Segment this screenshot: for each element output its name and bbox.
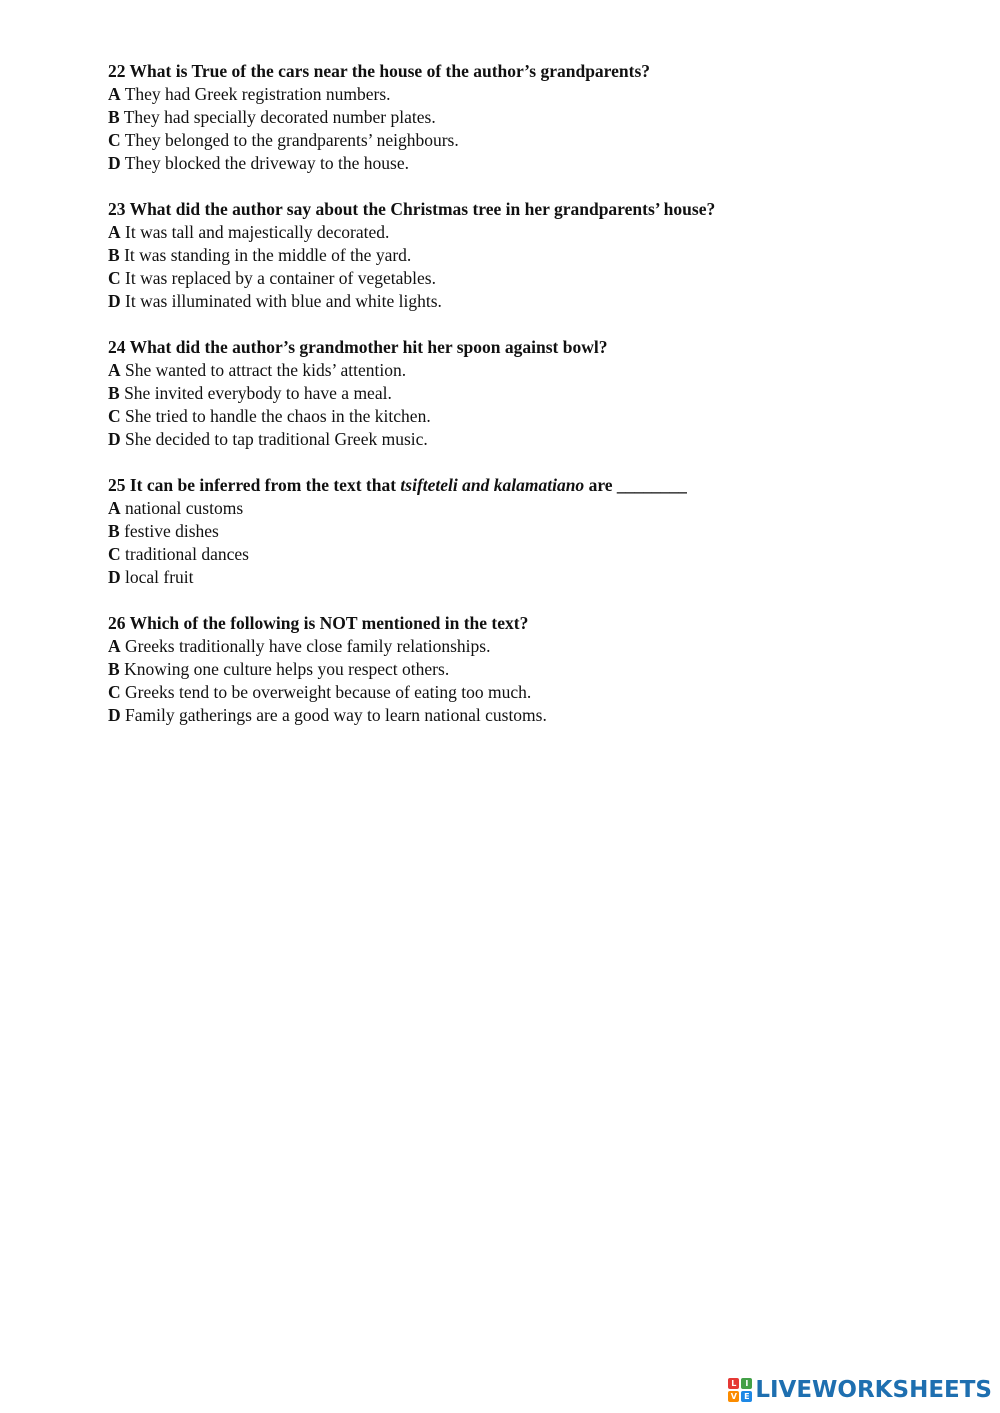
option-b[interactable] [108, 658, 948, 681]
option-text: Greeks tend to be overweight because of eating too much. [120, 682, 532, 702]
option-letter: D [108, 567, 121, 587]
option-letter: B [108, 383, 120, 403]
option-b[interactable] [108, 106, 948, 129]
option-text: It was standing in the middle of the yard. [119, 245, 412, 265]
option-d[interactable] [108, 290, 948, 313]
question-prompt: Which of the following is NOT mentioned in the text? [129, 613, 529, 633]
option-text: She tried to handle the chaos in the kitchen. [120, 406, 431, 426]
option-c[interactable] [108, 267, 948, 290]
question-26 [108, 612, 948, 727]
option-d[interactable] [108, 428, 948, 451]
option-text: They belonged to the grandparents’ neighbours. [120, 130, 459, 150]
option-text: Knowing one culture helps you respect others. [119, 659, 450, 679]
option-letter: A [108, 636, 121, 656]
option-text: She wanted to attract the kids’ attention. [120, 360, 407, 380]
option-text: national customs [120, 498, 244, 518]
logo-cell: I [741, 1378, 752, 1389]
option-letter: B [108, 521, 120, 541]
option-a[interactable] [108, 83, 948, 106]
option-letter: D [108, 153, 121, 173]
question-prompt: What is True of the cars near the house of the author’s grandparents? [125, 61, 651, 81]
question-25 [108, 474, 948, 589]
option-c[interactable] [108, 543, 948, 566]
option-text: Family gatherings are a good way to learn national customs. [120, 705, 547, 725]
option-text: They blocked the driveway to the house. [120, 153, 409, 173]
question-text [108, 60, 948, 83]
option-letter: C [108, 544, 121, 564]
logo-cell: E [741, 1391, 752, 1402]
logo-cell: V [728, 1391, 739, 1402]
question-prompt: It can be inferred from the text that [129, 475, 401, 495]
liveworksheets-logo-icon [728, 1378, 752, 1402]
option-c[interactable] [108, 405, 948, 428]
option-a[interactable] [108, 359, 948, 382]
option-c[interactable] [108, 681, 948, 704]
option-text: It was tall and majestically decorated. [120, 222, 390, 242]
option-letter: D [108, 291, 121, 311]
question-prompt: What did the author say about the Christmas tree in her grandparents’ house? [129, 199, 716, 219]
option-a[interactable] [108, 497, 948, 520]
option-text: Greeks traditionally have close family relationships. [120, 636, 491, 656]
option-text: She invited everybody to have a meal. [119, 383, 392, 403]
question-italic-terms: tsifteteli and kalamatiano [400, 475, 585, 495]
option-a[interactable] [108, 635, 948, 658]
option-text: She decided to tap traditional Greek music. [120, 429, 428, 449]
option-letter: C [108, 130, 121, 150]
option-letter: B [108, 245, 120, 265]
option-text: It was illuminated with blue and white lights. [120, 291, 442, 311]
question-number: 25 [108, 475, 126, 495]
option-text: festive dishes [119, 521, 219, 541]
option-letter: B [108, 107, 120, 127]
option-letter: B [108, 659, 120, 679]
option-letter: D [108, 429, 121, 449]
option-b[interactable] [108, 520, 948, 543]
option-b[interactable] [108, 244, 948, 267]
option-letter: D [108, 705, 121, 725]
option-letter: C [108, 268, 121, 288]
option-d[interactable] [108, 152, 948, 175]
option-letter: A [108, 84, 121, 104]
option-letter: A [108, 360, 121, 380]
option-d[interactable] [108, 704, 948, 727]
question-text [108, 198, 948, 221]
option-a[interactable] [108, 221, 948, 244]
option-d[interactable] [108, 566, 948, 589]
question-22 [108, 60, 948, 175]
question-number: 26 [108, 613, 126, 633]
option-text: local fruit [120, 567, 194, 587]
question-prompt: What did the author’s grandmother hit her spoon against bowl? [129, 337, 608, 357]
question-23 [108, 198, 948, 313]
option-text: traditional dances [120, 544, 249, 564]
question-number: 24 [108, 337, 126, 357]
option-text: It was replaced by a container of vegetables. [120, 268, 436, 288]
option-letter: C [108, 682, 121, 702]
option-c[interactable] [108, 129, 948, 152]
worksheet [108, 60, 948, 750]
option-letter: A [108, 222, 121, 242]
liveworksheets-watermark [728, 1377, 992, 1403]
option-letter: C [108, 406, 121, 426]
question-text [108, 336, 948, 359]
question-number: 23 [108, 199, 126, 219]
option-text: They had specially decorated number plates. [119, 107, 436, 127]
option-letter: A [108, 498, 121, 518]
option-text: They had Greek registration numbers. [120, 84, 391, 104]
question-number: 22 [108, 61, 126, 81]
option-b[interactable] [108, 382, 948, 405]
watermark-text: LIVEWORKSHEETS [755, 1377, 992, 1403]
question-text [108, 474, 948, 497]
answer-blank[interactable]: ________ [616, 475, 687, 495]
logo-cell: L [728, 1378, 739, 1389]
question-prompt-end: are [584, 475, 617, 495]
question-24 [108, 336, 948, 451]
question-text [108, 612, 948, 635]
